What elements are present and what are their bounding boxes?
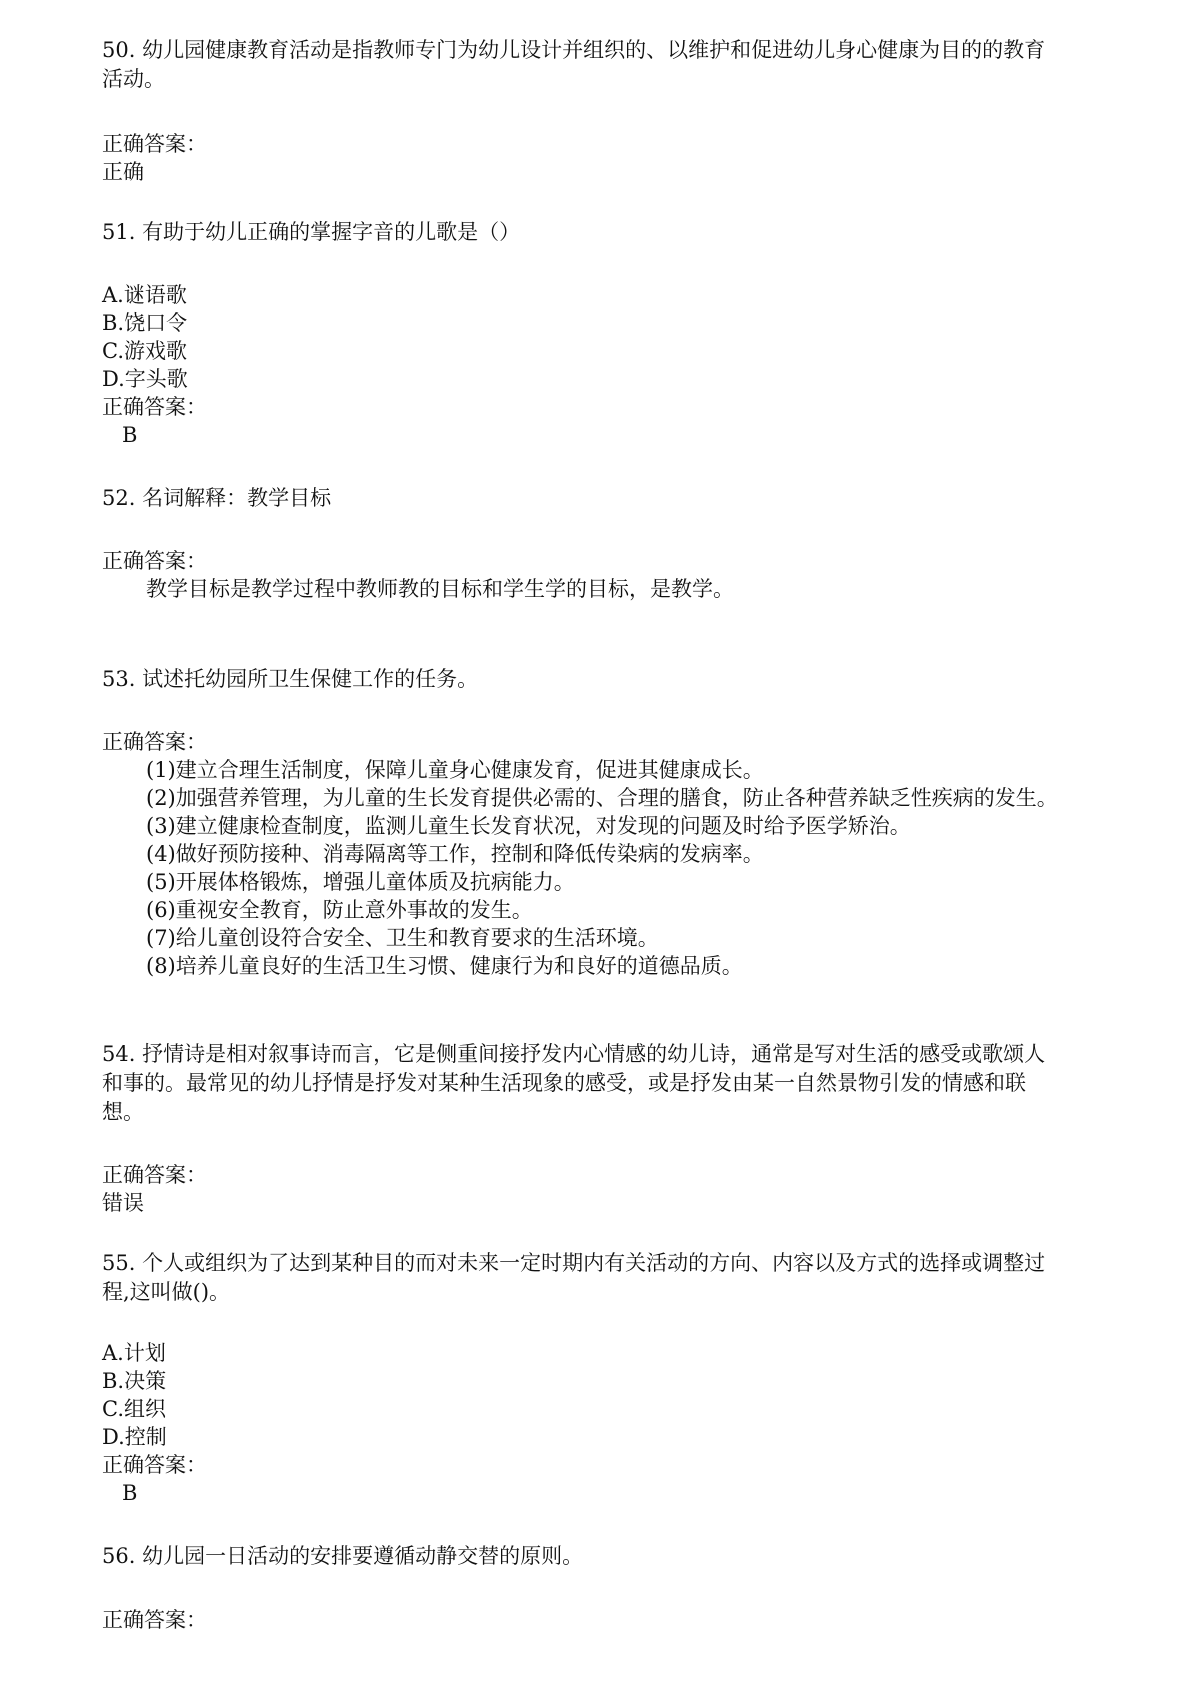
question-56 [102, 1542, 1102, 1571]
answer-line: (7)给儿童创设符合安全、卫生和教育要求的生活环境。 [146, 926, 659, 950]
answer-line: (6)重视安全教育，防止意外事故的发生。 [146, 898, 533, 922]
answer-value: 正确 [102, 160, 144, 184]
option-a: A.谜语歌 [102, 283, 187, 307]
option-c: C.组织 [102, 1397, 166, 1421]
options-55 [102, 1339, 1102, 1507]
question-51 [102, 218, 1102, 247]
answer-line: (2)加强营养管理，为儿童的生长发育提供必需的、合理的膳食，防止各种营养缺乏性疾病的发生。 [146, 786, 1058, 810]
question-55 [102, 1249, 1102, 1307]
question-text: 55. 个人或组织为了达到某种目的而对未来一定时期内有关活动的方向、内容以及方式的选择或调整过 [102, 1251, 1046, 1275]
question-text: 活动。 [102, 67, 165, 91]
answer-54 [102, 1161, 1102, 1217]
answer-value: 教学目标是教学过程中教师教的目标和学生学的目标，是教学。 [146, 577, 734, 601]
question-54 [102, 1040, 1102, 1127]
answer-line: (1)建立合理生活制度，保障儿童身心健康发育，促进其健康成长。 [146, 758, 764, 782]
option-c: C.游戏歌 [102, 339, 187, 363]
option-b: B.饶口令 [102, 311, 188, 335]
question-53 [102, 665, 1102, 694]
question-text: 53. 试述托幼园所卫生保健工作的任务。 [102, 667, 479, 691]
question-text: 50. 幼儿园健康教育活动是指教师专门为幼儿设计并组织的、以维护和促进幼儿身心健康为目的的教育 [102, 38, 1046, 62]
question-text: 52. 名词解释：教学目标 [102, 486, 332, 510]
answer-label: 正确答案： [102, 1163, 207, 1187]
answer-line: (4)做好预防接种、消毒隔离等工作，控制和降低传染病的发病率。 [146, 842, 764, 866]
answer-52 [102, 547, 1102, 603]
answer-value: B [122, 1481, 138, 1505]
answer-label: 正确答案： [102, 395, 207, 419]
question-text: 程,这叫做()。 [102, 1280, 231, 1304]
answer-label: 正确答案： [102, 730, 207, 754]
question-text: 54. 抒情诗是相对叙事诗而言，它是侧重间接抒发内心情感的幼儿诗，通常是写对生活的感受或歌颂人 [102, 1042, 1046, 1066]
answer-label: 正确答案： [102, 549, 207, 573]
question-text: 和事的。最常见的幼儿抒情是抒发对某种生活现象的感受，或是抒发由某一自然景物引发的情感和联 [102, 1071, 1026, 1095]
option-d: D.控制 [102, 1425, 167, 1449]
answer-label: 正确答案： [102, 1608, 207, 1632]
question-52 [102, 484, 1102, 513]
answer-value: 错误 [102, 1191, 144, 1215]
answer-56 [102, 1606, 1102, 1634]
option-d: D.字头歌 [102, 367, 188, 391]
answer-label: 正确答案： [102, 132, 207, 156]
answer-line: (8)培养儿童良好的生活卫生习惯、健康行为和良好的道德品质。 [146, 954, 743, 978]
answer-53 [102, 728, 1102, 980]
answer-line: (5)开展体格锻炼，增强儿童体质及抗病能力。 [146, 870, 575, 894]
answer-value: B [122, 423, 138, 447]
options-51 [102, 281, 1102, 449]
question-text: 想。 [102, 1100, 144, 1124]
question-text: 51. 有助于幼儿正确的掌握字音的儿歌是（） [102, 220, 521, 244]
answer-label: 正确答案： [102, 1453, 207, 1477]
answer-line: (3)建立健康检查制度，监测儿童生长发育状况，对发现的问题及时给予医学矫治。 [146, 814, 911, 838]
question-50 [102, 36, 1102, 94]
option-b: B.决策 [102, 1369, 167, 1393]
question-text: 56. 幼儿园一日活动的安排要遵循动静交替的原则。 [102, 1544, 584, 1568]
option-a: A.计划 [102, 1341, 166, 1365]
answer-50 [102, 130, 1102, 186]
